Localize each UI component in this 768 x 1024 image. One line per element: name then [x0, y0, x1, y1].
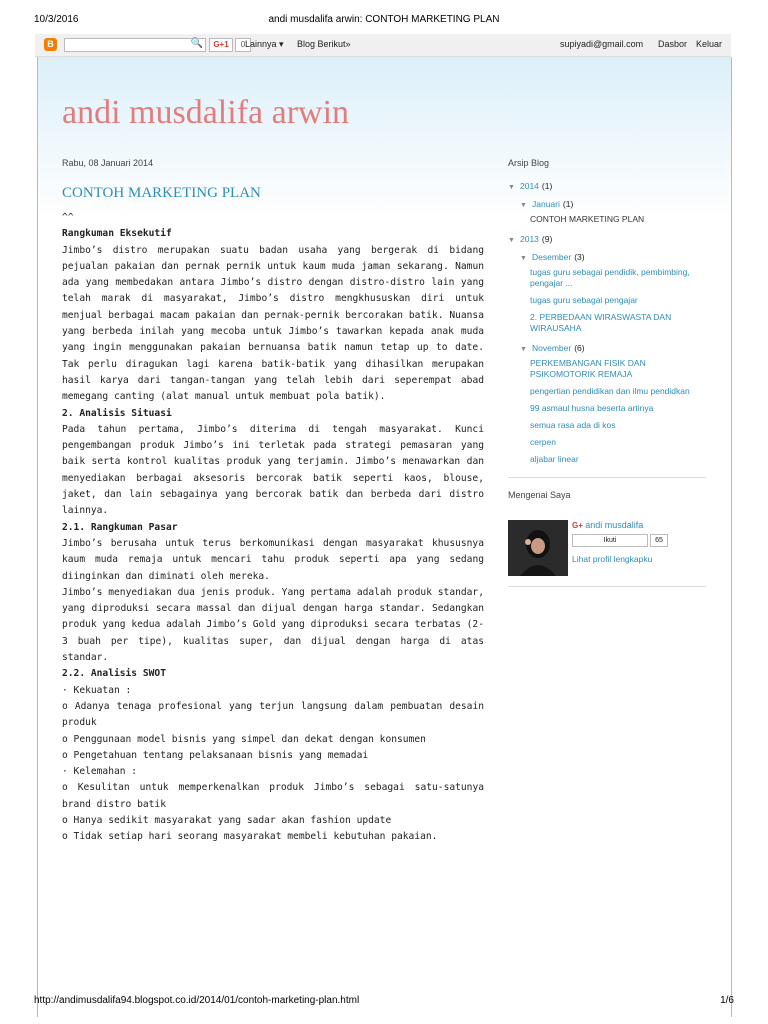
post-date: Rabu, 08 Januari 2014: [62, 158, 154, 168]
archive-post-link[interactable]: [508, 386, 706, 397]
post-paragraph: · Kekuatan :: [62, 684, 132, 696]
archive-label[interactable]: tugas guru sebagai pendidik, pembimbing, pengajar ...: [530, 267, 690, 288]
gplus-button[interactable]: G+1: [209, 38, 233, 52]
post-paragraph: Jimbo’s distro merupakan suatu badan usaha yang bergerak di bidang pejualan pakaian dan pernak pernik untuk kaum muda jaman sekarang. Namun ada yang membedakan antara Jimbo’s distro dengan distro-distro lain yang telah marak di masyarakat, Jimbo’s distro mengkhususkan diri untuk menjual berbagai macam pakaian dan pernak-pernik bercorakan batik. Nuansa yang berbeda inilah yang mecoba untuk Jimbo’s tawarkan kepada anak muda yang ingin menggunakan pakaian bernuansa batik namun tetap up to date. Tak perlu diragukan lagi karena batik-batik yang dihasilkan merupakan hasil karya dari tangan-tangan yang telah lebih dari seperempat abad memegang canting (alat manual untuk membuat pola batik).: [62, 244, 484, 403]
gplus-count: 0: [235, 38, 251, 52]
archive-label[interactable]: Desember: [532, 252, 572, 262]
expand-triangle-icon[interactable]: ▼: [520, 346, 527, 353]
archive-count: (3): [574, 252, 585, 262]
archive-label[interactable]: 2. PERBEDAAN WIRASWASTA DAN WIRAUSAHA: [530, 312, 672, 333]
archive-label[interactable]: 2013: [520, 234, 539, 244]
expand-triangle-icon[interactable]: ▼: [520, 202, 527, 209]
archive-list: [508, 178, 706, 465]
archive-label[interactable]: pengertian pendidikan dan ilmu pendidkan: [530, 386, 690, 396]
post-paragraph: ^^: [62, 212, 74, 223]
section-heading: 2.2. Analisis SWOT: [62, 668, 166, 680]
divider: [508, 586, 706, 587]
profile-name[interactable]: andi musdalifa: [585, 520, 644, 530]
archive-post-link[interactable]: [508, 312, 706, 334]
archive-heading: Arsip Blog: [508, 158, 550, 168]
archive-period[interactable]: [508, 340, 706, 358]
blog-title[interactable]: andi musdalifa arwin: [62, 94, 350, 131]
archive-post-link[interactable]: [508, 403, 706, 414]
logout-link[interactable]: Keluar: [696, 39, 723, 49]
gplus-icon: G+: [572, 521, 583, 530]
post-body: [62, 210, 484, 846]
post-paragraph: · Kelemahan :: [62, 766, 138, 778]
print-header: [0, 14, 768, 30]
divider: [508, 477, 706, 478]
archive-label[interactable]: cerpen: [530, 437, 556, 447]
archive-post-link[interactable]: [508, 358, 706, 380]
archive-period[interactable]: [508, 231, 706, 249]
archive-label[interactable]: aljabar linear: [530, 454, 579, 464]
post-paragraph: Pada tahun pertama, Jimbo’s diterima di tengah masyarakat. Kunci pengembangan produk Jimbo’s ini terletak pada strategi pemasaran yang baik serta kontrol kualitas produk yang terjamin. Jimbo’s menawarkan dan menyediakan berbagai aksesoris bercorak batik seperti kaos, blouse, jaket, dan lain sebagainya yang bercorak batik dan berbeda dari distro lainnya.: [62, 423, 484, 517]
archive-post-link[interactable]: [508, 214, 706, 225]
expand-triangle-icon[interactable]: ▼: [508, 184, 515, 191]
archive-label[interactable]: semua rasa ada di kos: [530, 420, 616, 430]
follow-button[interactable]: Ikuti: [572, 534, 648, 547]
post-paragraph: o Penggunaan model bisnis yang simpel dan dekat dengan konsumen: [62, 733, 426, 745]
archive-label[interactable]: November: [532, 343, 572, 353]
archive-post-link[interactable]: [508, 437, 706, 448]
print-title: andi musdalifa arwin: CONTOH MARKETING PLAN: [268, 14, 500, 25]
post-title[interactable]: CONTOH MARKETING PLAN: [62, 185, 261, 201]
section-heading: Rangkuman Eksekutif: [62, 228, 172, 240]
post: [62, 158, 484, 846]
print-page: 1/6: [720, 995, 734, 1006]
sidebar: [508, 158, 706, 599]
archive-label[interactable]: Januari: [532, 199, 560, 209]
archive-period[interactable]: [508, 196, 706, 214]
post-paragraph: o Hanya sedikit masyarakat yang sadar akan fashion update: [62, 814, 392, 826]
archive-period[interactable]: [508, 178, 706, 196]
blogger-navbar: [35, 34, 731, 57]
print-date: 10/3/2016: [34, 14, 79, 25]
archive-label[interactable]: PERKEMBANGAN FISIK DAN PSIKOMOTORIK REMAJA: [530, 358, 646, 379]
archive-count: (6): [574, 343, 585, 353]
blogger-logo-icon[interactable]: B: [44, 38, 57, 51]
about-heading: Mengenai Saya: [508, 490, 571, 500]
post-paragraph: o Kesulitan untuk memperkenalkan produk Jimbo’s sebagai satu-satunya brand distro batik: [62, 782, 484, 810]
expand-triangle-icon[interactable]: ▼: [520, 255, 527, 262]
print-url: http://andimusdalifa94.blogspot.co.id/2014/01/contoh-marketing-plan.html: [34, 995, 360, 1006]
archive-period[interactable]: [508, 249, 706, 267]
section-heading: 2. Analisis Situasi: [62, 407, 172, 419]
post-paragraph: o Adanya tenaga profesional yang terjun langsung dalam pembuatan desain produk: [62, 700, 484, 729]
expand-triangle-icon[interactable]: ▼: [508, 237, 515, 244]
about-section: [508, 490, 706, 570]
profile-photo[interactable]: [508, 520, 568, 576]
next-blog-link[interactable]: Blog Berikut»: [297, 39, 351, 49]
archive-post-link[interactable]: [508, 420, 706, 431]
profile-link[interactable]: Lihat profil lengkapku: [572, 554, 653, 564]
post-paragraph: o Tidak setiap hari seorang masyarakat membeli kebutuhan pakaian.: [62, 831, 438, 843]
archive-label[interactable]: 99 asmaul husna beserta artinya: [530, 403, 654, 413]
section-heading: 2.1. Rangkuman Pasar: [62, 521, 178, 533]
archive-count: (9): [541, 234, 553, 244]
follow-count: 65: [650, 534, 668, 547]
user-email: supiyadi@gmail.com: [560, 39, 644, 49]
post-paragraph: Jimbo’s berusaha untuk terus berkomunikasi dengan masyarakat khususnya kaum muda remaja untuk mencari tahu produk seperti apa yang sedang diinginkan dan diminati oleh mereka.: [62, 537, 484, 582]
search-input[interactable]: [64, 38, 206, 52]
archive-count: (1): [541, 181, 553, 191]
archive-post-link[interactable]: [508, 267, 706, 289]
archive-count: (1): [562, 199, 574, 209]
more-menu[interactable]: Lainnya ▾: [245, 39, 284, 49]
search-icon[interactable]: 🔍: [190, 38, 203, 49]
dashboard-link[interactable]: Dasbor: [658, 39, 688, 49]
archive-post-link[interactable]: [508, 295, 706, 306]
post-paragraph: Jimbo’s menyediakan dua jenis produk. Yang pertama adalah produk standar, yang diproduksi secara massal dan dijual dengan harga standar. Sedangkan produk yang kedua adalah Jimbo’s Gold yang diproduksi secara terbatas (2-3 buah per tipe), kualitas super, dan dijual dengan harga di atas standar.: [62, 586, 484, 664]
archive-label[interactable]: 2014: [520, 181, 539, 191]
archive-post-link[interactable]: [508, 454, 706, 465]
post-paragraph: o Pengetahuan tentang pelaksanaan bisnis yang memadai: [62, 749, 369, 761]
archive-label[interactable]: tugas guru sebagai pengajar: [530, 295, 638, 305]
archive-label[interactable]: CONTOH MARKETING PLAN: [530, 214, 645, 224]
